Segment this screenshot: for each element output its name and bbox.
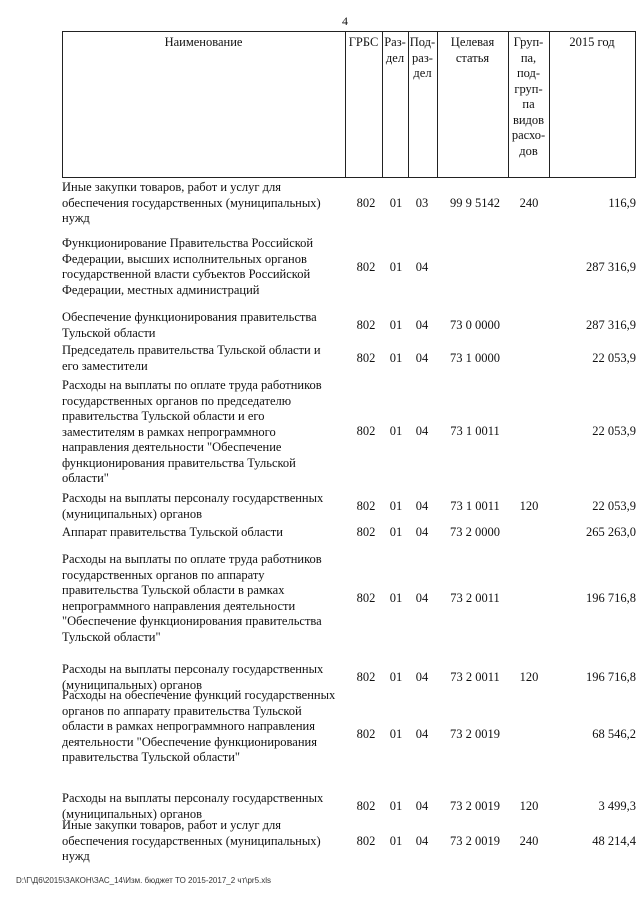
row-amount-2015: 68 546,2 <box>592 727 636 741</box>
header-divider <box>62 31 63 178</box>
row-grbs: 802 <box>356 351 376 365</box>
row-name: Расходы на выплаты персоналу государственных (муниципальных) органов <box>62 491 324 521</box>
row-podrazdel: 04 <box>415 670 429 684</box>
row-razdel: 01 <box>389 525 403 539</box>
row-grbs: 802 <box>356 591 376 605</box>
row-name: Аппарат правительства Тульской области <box>62 525 283 539</box>
row-target-article: 73 2 0019 <box>450 727 500 741</box>
row-target-article: 73 1 0000 <box>450 351 500 365</box>
row-expense-group: 120 <box>519 499 539 513</box>
row-amount-2015: 287 316,9 <box>586 318 636 332</box>
row-razdel: 01 <box>389 424 403 438</box>
row-name: Функционирование Правительства Российской Федерации, высших исполнительных органов государственной власти субъектов Российской Федерации, местных администраций <box>62 236 314 297</box>
row-grbs: 802 <box>356 260 376 274</box>
row-podrazdel: 04 <box>415 260 429 274</box>
row-name: Расходы на выплаты по оплате труда работников государственных органов по аппарату правительства Тульской области в рамках непрограммного направления деятельности "Обеспечение функционирования правительства Тульской области" <box>62 552 322 644</box>
budget-table <box>62 31 636 867</box>
header-podrazdel: Под- раз- дел <box>409 35 436 80</box>
row-target-article: 73 2 0011 <box>450 670 500 684</box>
row-expense-group: 120 <box>519 670 539 684</box>
table-row <box>62 818 636 865</box>
row-name: Расходы на выплаты персоналу государственных (муниципальных) органов <box>62 791 324 821</box>
row-name: Обеспечение функционирования правительства Тульской области <box>62 310 317 340</box>
row-grbs: 802 <box>356 424 376 438</box>
row-podrazdel: 04 <box>415 499 429 513</box>
table-row <box>62 310 636 341</box>
header-tselevaya: Целевая статья <box>450 35 495 65</box>
row-razdel: 01 <box>389 727 403 741</box>
row-razdel: 01 <box>389 670 403 684</box>
row-name: Расходы на обеспечение функций государственных органов по аппарату правительства Тульской области в рамках непрограммного направления деятельности "Обеспечение функционирования правительства Тульской области" <box>62 688 336 764</box>
row-expense-group: 240 <box>519 834 539 848</box>
table-row <box>62 491 636 522</box>
row-amount-2015: 196 716,8 <box>586 591 636 605</box>
row-razdel: 01 <box>389 318 403 332</box>
table-row <box>62 525 636 540</box>
header-gruppa: Груп- па, под- груп- па видов расхо- дов <box>511 35 546 158</box>
table-row <box>62 688 636 782</box>
row-podrazdel: 03 <box>415 196 429 210</box>
table-row <box>62 378 636 486</box>
row-grbs: 802 <box>356 799 376 813</box>
row-podrazdel: 04 <box>415 834 429 848</box>
table-row <box>62 552 636 646</box>
row-podrazdel: 04 <box>415 591 429 605</box>
table-row <box>62 236 636 299</box>
row-podrazdel: 04 <box>415 351 429 365</box>
row-target-article: 73 2 0000 <box>450 525 500 539</box>
table-row <box>62 180 636 227</box>
row-name: Расходы на выплаты персоналу государственных (муниципальных) органов <box>62 662 324 692</box>
header-divider <box>635 31 636 178</box>
row-grbs: 802 <box>356 196 376 210</box>
row-podrazdel: 04 <box>415 727 429 741</box>
row-razdel: 01 <box>389 351 403 365</box>
row-target-article: 99 9 5142 <box>450 196 500 210</box>
row-amount-2015: 265 263,0 <box>586 525 636 539</box>
row-grbs: 802 <box>356 318 376 332</box>
row-grbs: 802 <box>356 727 376 741</box>
row-name: Иные закупки товаров, работ и услуг для обеспечения государственных (муниципальных) нужд <box>62 818 321 863</box>
row-amount-2015: 22 053,9 <box>592 351 636 365</box>
row-razdel: 01 <box>389 591 403 605</box>
row-amount-2015: 48 214,4 <box>592 834 636 848</box>
row-grbs: 802 <box>356 670 376 684</box>
row-amount-2015: 22 053,9 <box>592 499 636 513</box>
row-expense-group: 120 <box>519 799 539 813</box>
header-grbs: ГРБС <box>348 35 379 49</box>
header-razdel: Раз- дел <box>384 35 406 65</box>
file-path-footer: D:\Г\Д6\2015\ЗАКОН\ЗАС_14\Изм. бюджет ТО 2015-2017_2 чт\pr5.xls <box>16 876 272 885</box>
row-razdel: 01 <box>389 260 403 274</box>
row-expense-group: 240 <box>519 196 539 210</box>
header-divider <box>345 31 346 178</box>
header-year: 2015 год <box>569 35 615 49</box>
row-amount-2015: 116,9 <box>608 196 636 210</box>
row-name: Расходы на выплаты по оплате труда работников государственных органов по председателю правительства Тульской области и его заместителям в рамках непрограммного направления деятельности "Обеспечение функционирования правительства Тульской области" <box>62 378 322 485</box>
row-name: Председатель правительства Тульской области и его заместители <box>62 343 321 373</box>
table-header <box>62 31 636 178</box>
row-razdel: 01 <box>389 499 403 513</box>
row-target-article: 73 0 0000 <box>450 318 500 332</box>
row-name: Иные закупки товаров, работ и услуг для обеспечения государственных (муниципальных) нужд <box>62 180 321 225</box>
header-divider <box>549 31 550 178</box>
row-target-article: 73 2 0019 <box>450 799 500 813</box>
row-razdel: 01 <box>389 834 403 848</box>
row-grbs: 802 <box>356 834 376 848</box>
row-razdel: 01 <box>389 196 403 210</box>
header-name: Наименование <box>164 35 243 49</box>
row-podrazdel: 04 <box>415 799 429 813</box>
row-podrazdel: 04 <box>415 318 429 332</box>
row-grbs: 802 <box>356 525 376 539</box>
row-target-article: 73 2 0019 <box>450 834 500 848</box>
row-podrazdel: 04 <box>415 424 429 438</box>
row-target-article: 73 2 0011 <box>450 591 500 605</box>
row-razdel: 01 <box>389 799 403 813</box>
row-grbs: 802 <box>356 499 376 513</box>
row-amount-2015: 196 716,8 <box>586 670 636 684</box>
row-target-article: 73 1 0011 <box>450 499 500 513</box>
row-podrazdel: 04 <box>415 525 429 539</box>
row-target-article: 73 1 0011 <box>450 424 500 438</box>
row-amount-2015: 287 316,9 <box>586 260 636 274</box>
row-amount-2015: 22 053,9 <box>592 424 636 438</box>
page-number: 4 <box>342 14 348 28</box>
row-amount-2015: 3 499,3 <box>598 799 636 813</box>
table-row <box>62 343 636 374</box>
